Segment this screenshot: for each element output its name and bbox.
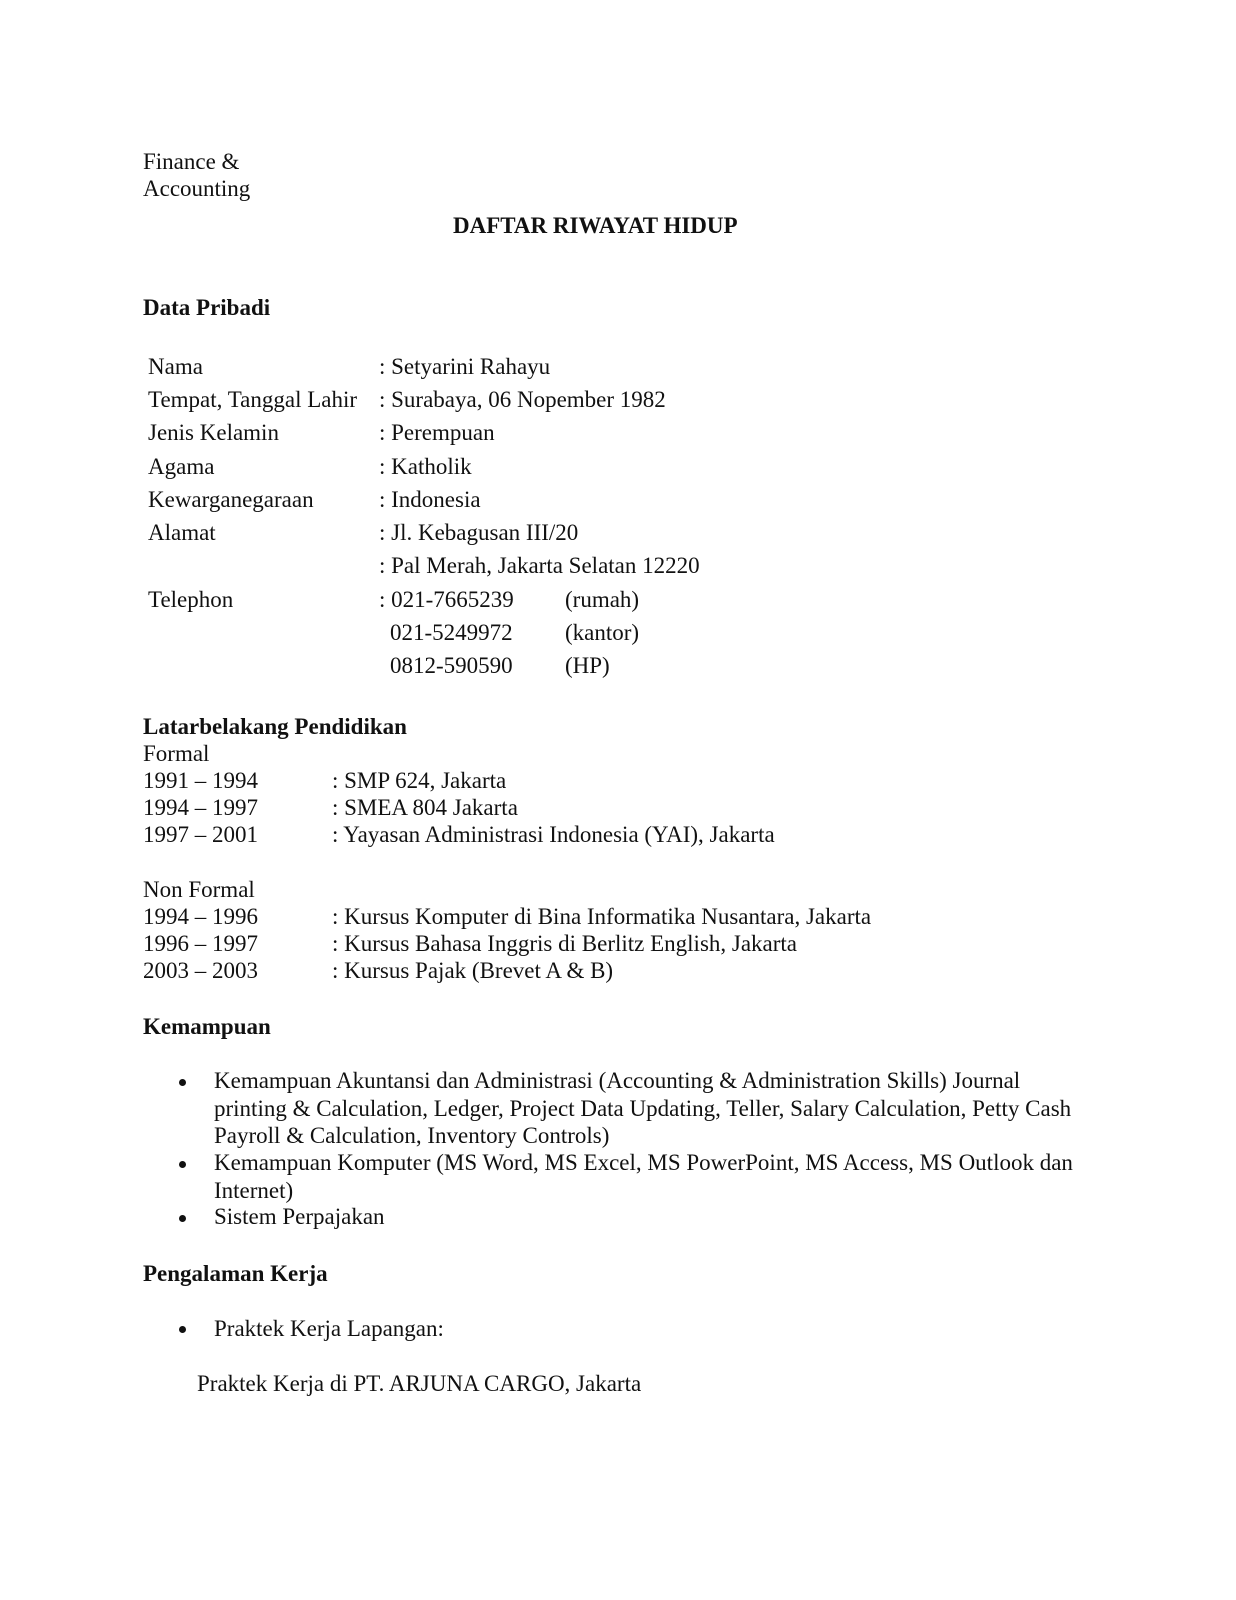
education-years: 1997 – 2001 <box>143 822 258 847</box>
phone-type: (HP) <box>565 653 610 678</box>
education-school: : SMP 624, Jakarta <box>332 768 507 793</box>
personal-value: : Indonesia <box>379 487 481 512</box>
experience-item: Praktek Kerja Lapangan: <box>214 1316 444 1341</box>
phone-type: (kantor) <box>565 620 640 645</box>
personal-heading: Data Pribadi <box>143 295 271 320</box>
education-school: : Kursus Bahasa Inggris di Berlitz English, Jakarta <box>332 931 798 956</box>
education-school: : Kursus Pajak (Brevet A & B) <box>332 958 614 983</box>
experience-heading: Pengalaman Kerja <box>143 1261 328 1286</box>
bullet-icon <box>179 1326 186 1333</box>
bullet-icon <box>179 1079 186 1086</box>
experience-detail: Praktek Kerja di PT. ARJUNA CARGO, Jakarta <box>197 1371 642 1396</box>
department-line-1: Finance & <box>143 149 240 174</box>
personal-value: : Setyarini Rahayu <box>379 354 551 379</box>
education-school: : Kursus Komputer di Bina Informatika Nusantara, Jakarta <box>332 904 872 929</box>
personal-value: : Perempuan <box>379 420 495 445</box>
skill-item: Sistem Perpajakan <box>214 1204 385 1229</box>
personal-label: Agama <box>148 454 215 479</box>
nonformal-label: Non Formal <box>143 877 255 902</box>
education-years: 1996 – 1997 <box>143 931 258 956</box>
personal-value: : Katholik <box>379 454 472 479</box>
education-years: 2003 – 2003 <box>143 958 258 983</box>
education-years: 1994 – 1996 <box>143 904 258 929</box>
personal-label: Jenis Kelamin <box>148 420 279 445</box>
personal-label: Alamat <box>148 520 216 545</box>
skill-item: Kemampuan Akuntansi dan Administrasi (Accounting & Administration Skills) Journal printing & Calculation, Ledger, Project Data Updating, Teller, Salary Calculation, Petty Cash Payroll & Calculation, Inventory Controls) <box>214 1068 1072 1148</box>
phone-label: Telephon <box>148 587 234 612</box>
phone-number: : 021-7665239 <box>379 587 514 612</box>
education-years: 1994 – 1997 <box>143 795 258 820</box>
personal-value: : Jl. Kebagusan III/20 <box>379 520 579 545</box>
skills-heading: Kemampuan <box>143 1014 271 1039</box>
personal-label: Nama <box>148 354 203 379</box>
department-line-2: Accounting <box>143 176 251 201</box>
education-years: 1991 – 1994 <box>143 768 258 793</box>
formal-label: Formal <box>143 741 210 766</box>
skill-item: Kemampuan Komputer (MS Word, MS Excel, MS PowerPoint, MS Access, MS Outlook dan Internet) <box>214 1150 1073 1203</box>
education-school: : Yayasan Administrasi Indonesia (YAI), Jakarta <box>332 822 775 847</box>
document-title: DAFTAR RIWAYAT HIDUP <box>453 213 738 238</box>
personal-label: Tempat, Tanggal Lahir <box>148 387 358 412</box>
education-school: : SMEA 804 Jakarta <box>332 795 518 820</box>
phone-number: 021-5249972 <box>390 620 513 645</box>
phone-type: (rumah) <box>565 587 640 612</box>
phone-number: 0812-590590 <box>390 653 513 678</box>
bullet-icon <box>179 1215 186 1222</box>
education-heading: Latarbelakang Pendidikan <box>143 714 407 739</box>
personal-label: Kewarganegaraan <box>148 487 314 512</box>
personal-value: : Pal Merah, Jakarta Selatan 12220 <box>379 553 700 578</box>
personal-value: : Surabaya, 06 Nopember 1982 <box>379 387 666 412</box>
bullet-icon <box>179 1161 186 1168</box>
